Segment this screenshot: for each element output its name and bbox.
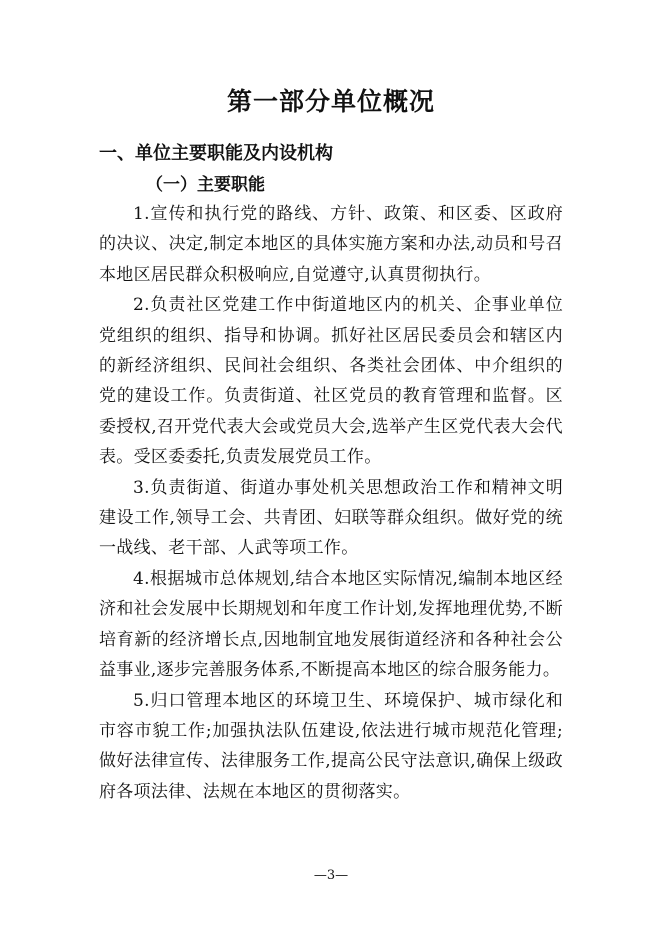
- page-title: 第一部分单位概况: [226, 87, 435, 116]
- sub-heading: （一）主要职能: [146, 175, 265, 195]
- paragraph-1: 1.宣传和执行党的路线、方针、政策、和区委、区政府的决议、决定,制定本地区的具体实施方案和办法,动员和号召本地区居民群众积极响应,自觉遵守,认真贯彻执行。: [99, 204, 563, 285]
- page-number: —3—: [313, 868, 349, 883]
- paragraph-3: 3.负责街道、街道办事处机关思想政治工作和精神文明建设工作,领导工会、共青团、妇联等群众组织。做好党的统一战线、老干部、人武等项工作。: [99, 477, 563, 559]
- body-text: [99, 199, 563, 807]
- section-heading: 一、单位主要职能及内设机构: [99, 143, 333, 164]
- paragraph-5: 5.归口管理本地区的环境卫生、环境保护、城市绿化和市容市貌工作;加强执法队伍建设,依法进行城市规范化管理;做好法律宣传、法律服务工作,提高公民守法意识,确保上级政府各项法律、法规在本地区的贯彻落实。: [99, 690, 563, 802]
- paragraph-4: 4.根据城市总体规划,结合本地区实际情况,编制本地区经济和社会发展中长期规划和年度工作计划,发挥地理优势,不断培育新的经济增长点,因地制宜地发展街道经济和各种社会公益事业,逐步完善服务体系,不断提高本地区的综合服务能力。: [99, 568, 563, 681]
- paragraph-2: 2.负责社区党建工作中街道地区内的机关、企事业单位党组织的组织、指导和协调。抓好社区居民委员会和辖区内的新经济组织、民间社会组织、各类社会团体、中介组织的党的建设工作。负责街道、社区党员的教育管理和监督。区委授权,召开党代表大会或党员大会,选举产生区党代表大会代表。受区委委托,负责发展党员工作。: [99, 295, 563, 468]
